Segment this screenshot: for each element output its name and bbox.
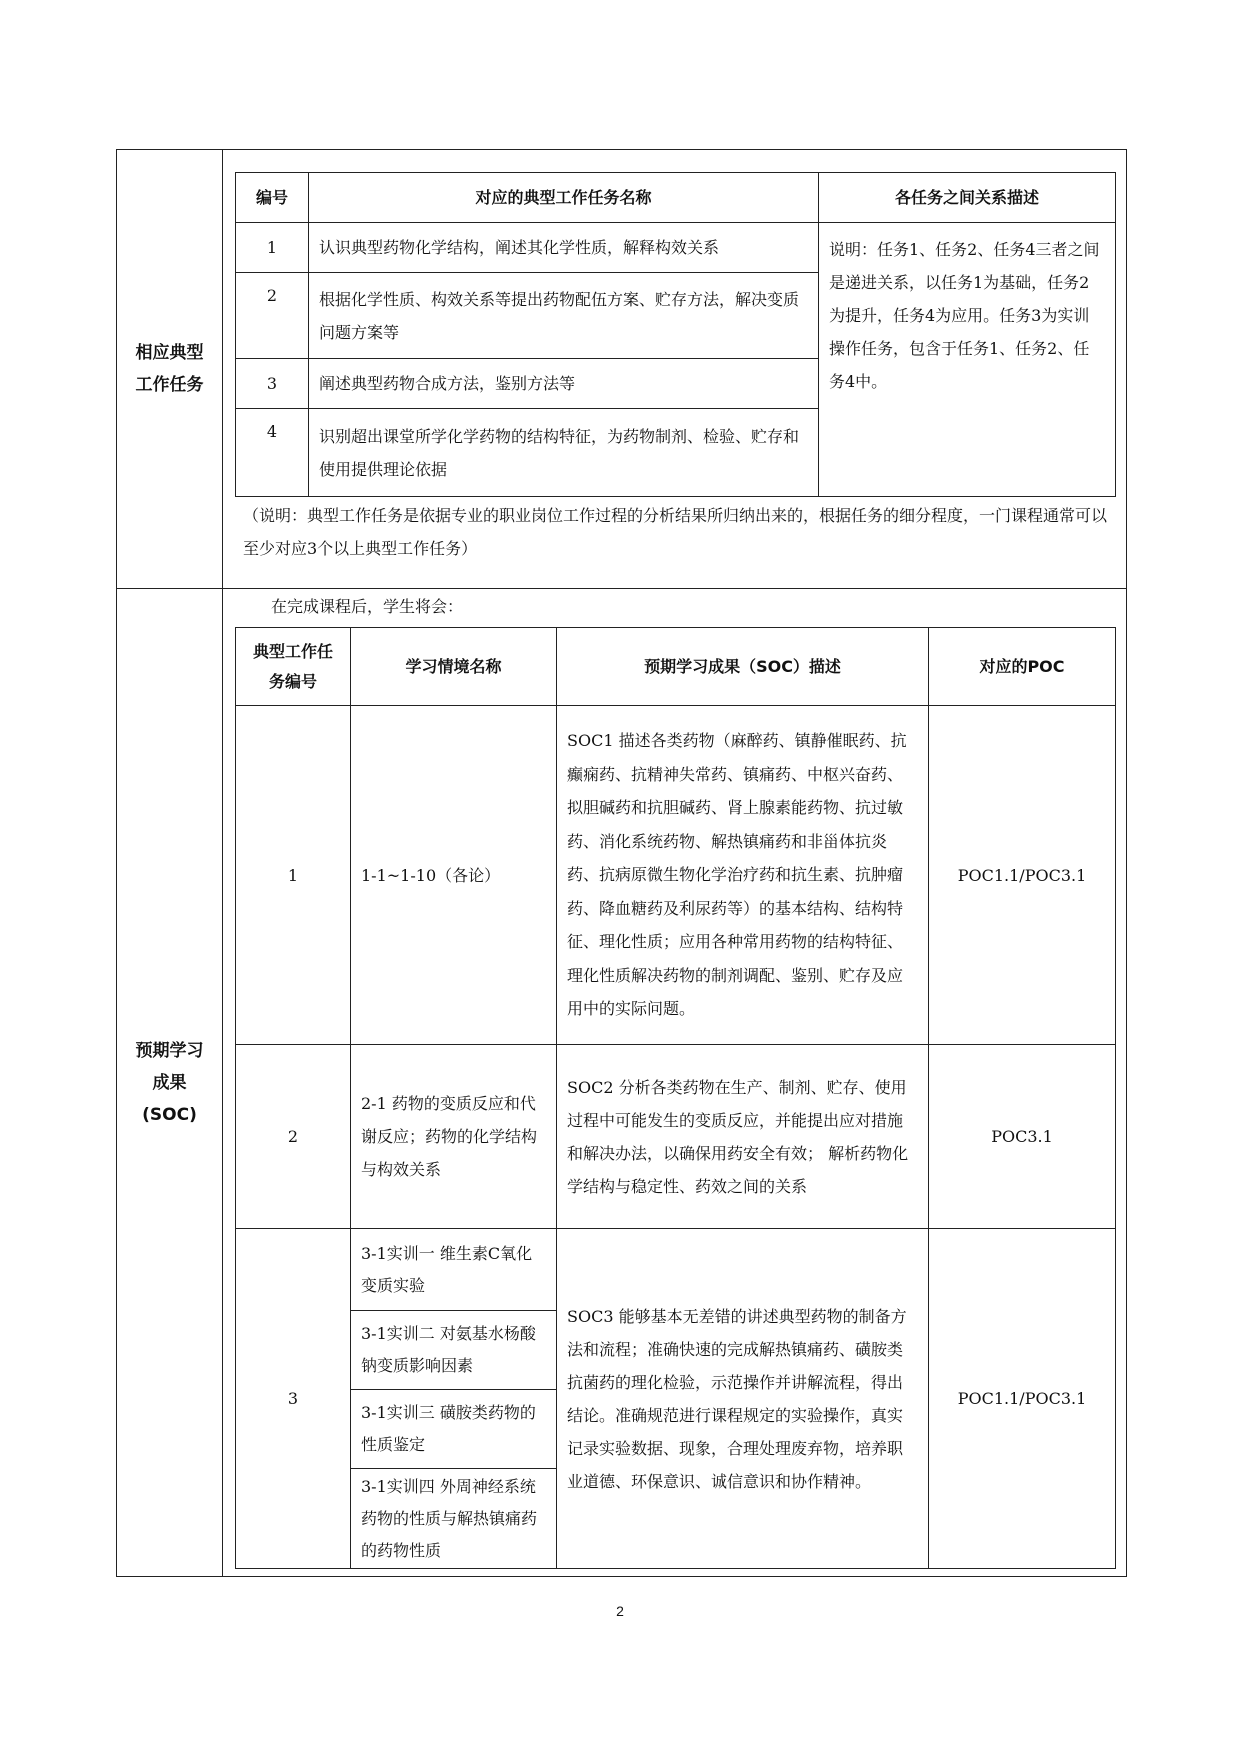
task-name: 识别超出课堂所学化学药物的结构特征，为药物制剂、检验、贮存和使用提供理论依据 bbox=[309, 409, 819, 497]
task-name: 认识典型药物化学结构，阐述其化学性质，解释构效关系 bbox=[309, 223, 819, 273]
soc-intro: 在完成课程后，学生将会： bbox=[271, 597, 464, 616]
soc-situation: 3-1实训二 对氨基水杨酸钠变质影响因素 bbox=[351, 1311, 557, 1390]
soc-situation: 3-1实训一 维生素C氧化变质实验 bbox=[351, 1229, 557, 1311]
header-soc: 预期学习成果（SOC）描述 bbox=[557, 628, 929, 706]
tasks-note: （说明：典型工作任务是依据专业的职业岗位工作过程的分析结果所归纳出来的，根据任务的细分程度，一门课程通常可以至少对应3个以上典型工作任务） bbox=[243, 506, 1108, 558]
soc-description: SOC1 描述各类药物（麻醉药、镇静催眠药、抗癫痫药、抗精神失常药、镇痛药、中枢兴奋药、拟胆碱药和抗胆碱药、肾上腺素能药物、抗过敏药、消化系统药物、解热镇痛药和非甾体抗炎药、抗病原微生物化学治疗药和抗生素、抗肿瘤药、降血糖药及利尿药等）的基本结构、结构特征、理化性质；应用各种常用药物的结构特征、理化性质解决药物的制剂调配、鉴别、贮存及应用中的实际问题。 bbox=[557, 706, 929, 1045]
typical-tasks-table bbox=[235, 172, 1116, 497]
soc-task-no: 1 bbox=[236, 706, 351, 1045]
task-no: 2 bbox=[236, 273, 309, 359]
task-no: 3 bbox=[236, 359, 309, 409]
table-row bbox=[236, 223, 1116, 273]
soc-situation: 3-1实训四 外周神经系统药物的性质与解热镇痛药的药物性质 bbox=[351, 1469, 557, 1569]
task-relation-description: 说明：任务1、任务2、任务4三者之间是递进关系，以任务1为基础，任务2为提升，任务4为应用。任务3为实训操作任务，包含于任务1、任务2、任务4中。 bbox=[819, 223, 1116, 497]
soc-description: SOC2 分析各类药物在生产、制剂、贮存、使用过程中可能发生的变质反应，并能提出应对措施和解决办法，以确保用药安全有效； 解析药物化学结构与稳定性、药效之间的关系 bbox=[557, 1045, 929, 1229]
header-poc: 对应的POC bbox=[929, 628, 1116, 706]
soc-task-no: 3 bbox=[236, 1229, 351, 1569]
soc-task-no: 2 bbox=[236, 1045, 351, 1229]
header-no: 编号 bbox=[236, 173, 309, 223]
task-no: 1 bbox=[236, 223, 309, 273]
section-label-soc-text: 预期学习成果(SOC) bbox=[135, 1040, 204, 1125]
task-name: 根据化学性质、构效关系等提出药物配伍方案、贮存方法，解决变质问题方案等 bbox=[309, 273, 819, 359]
soc-poc: POC1.1/POC3.1 bbox=[929, 706, 1116, 1045]
table-row bbox=[236, 1045, 1116, 1229]
soc-situation: 1-1~1-10（各论） bbox=[351, 706, 557, 1045]
soc-table bbox=[235, 627, 1116, 1569]
section-label-soc bbox=[117, 589, 223, 1577]
page-number: 2 bbox=[616, 1603, 624, 1619]
task-name: 阐述典型药物合成方法，鉴别方法等 bbox=[309, 359, 819, 409]
header-relation: 各任务之间关系描述 bbox=[819, 173, 1116, 223]
section-label-tasks-text: 相应典型工作任务 bbox=[135, 343, 204, 395]
section-label-tasks bbox=[117, 150, 223, 589]
header-task-no: 典型工作任务编号 bbox=[236, 628, 351, 706]
table-row bbox=[236, 1229, 1116, 1311]
soc-poc: POC1.1/POC3.1 bbox=[929, 1229, 1116, 1569]
soc-poc: POC3.1 bbox=[929, 1045, 1116, 1229]
soc-situation: 3-1实训三 磺胺类药物的性质鉴定 bbox=[351, 1390, 557, 1469]
typical-tasks-section bbox=[117, 150, 1127, 589]
table-row bbox=[236, 706, 1116, 1045]
header-situation: 学习情境名称 bbox=[351, 628, 557, 706]
soc-section bbox=[117, 589, 1127, 1577]
soc-situation: 2-1 药物的变质反应和代谢反应；药物的化学结构与构效关系 bbox=[351, 1045, 557, 1229]
soc-description: SOC3 能够基本无差错的讲述典型药物的制备方法和流程；准确快速的完成解热镇痛药、磺胺类抗菌药的理化检验，示范操作并讲解流程，得出结论。准确规范进行课程规定的实验操作，真实记录实验数据、现象，合理处理废弃物，培养职业道德、环保意识、诚信意识和协作精神。 bbox=[557, 1229, 929, 1569]
header-task-name: 对应的典型工作任务名称 bbox=[309, 173, 819, 223]
course-table bbox=[116, 149, 1127, 1577]
task-no: 4 bbox=[236, 409, 309, 497]
